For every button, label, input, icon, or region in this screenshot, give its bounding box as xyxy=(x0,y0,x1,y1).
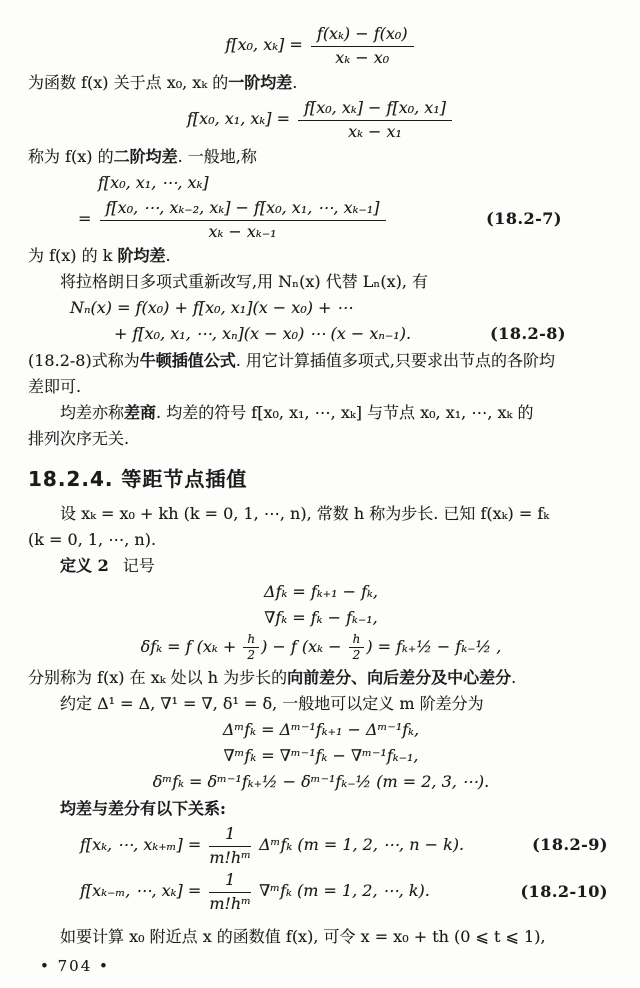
fraction-denominator: 2 xyxy=(352,648,361,663)
fraction-numerator: f[x₀, ⋯, xₖ₋₂, xₖ] − f[x₀, x₁, ⋯, xₖ₋₁] xyxy=(100,198,386,221)
fraction-denominator: xₖ − x₀ xyxy=(335,47,390,67)
para-newton-intro xyxy=(28,270,614,293)
text-run: 设 xₖ = x₀ + kh (k = 0, 1, ⋯, n), 常数 h 称为步长. 已知 f(xₖ) = fₖ xyxy=(60,504,550,524)
equation-rhs: ∇ᵐfₖ (m = 1, 2, ⋯, k). xyxy=(259,881,430,901)
equation-forward-difference: Δfₖ = fₖ₊₁ − fₖ, xyxy=(264,582,378,602)
equation-text: Nₙ(x) = f(x₀) + f[x₀, x₁](x − x₀) + ⋯ xyxy=(70,298,353,318)
equation-lhs: f[xₖ, ⋯, xₖ₊ₘ] = xyxy=(80,834,202,854)
bold-term: 二阶均差 xyxy=(113,146,178,166)
equation-backward-difference: ∇fₖ = fₖ − fₖ₋₁, xyxy=(264,608,378,628)
inline-fraction xyxy=(349,633,365,661)
equation-relation-forward xyxy=(80,824,614,867)
equation-central-difference xyxy=(28,633,614,661)
fraction xyxy=(209,870,251,913)
bold-term: 阶均差 xyxy=(117,246,166,266)
text-run: . 一般地,称 xyxy=(177,146,257,166)
equation-number: (18.2-8) xyxy=(490,324,566,344)
para-step-setup-cont xyxy=(28,528,614,551)
equation-text: ) − f (xₖ − xyxy=(261,637,347,657)
equation-k-order-line1 xyxy=(98,172,614,194)
fraction-denominator: xₖ − xₖ₋₁ xyxy=(208,221,277,241)
equals-sign: = xyxy=(78,208,92,228)
fraction xyxy=(209,824,251,867)
fraction-numerator: h xyxy=(349,633,365,648)
text-run: 均差亦称 xyxy=(60,403,125,423)
equation-second-order-divided-difference xyxy=(28,98,614,141)
equation-rhs: Δᵐfₖ (m = 1, 2, ⋯, n − k). xyxy=(259,834,465,854)
equation-lhs: f[x₀, xₖ] = xyxy=(225,34,303,54)
fraction-numerator: f[x₀, xₖ] − f[x₀, x₁] xyxy=(298,98,452,121)
bold-term: 向前差分、向后差分及中心差分 xyxy=(287,667,512,687)
text-run: . xyxy=(165,246,171,266)
page-number: • 704 • xyxy=(40,957,110,975)
para-convention xyxy=(28,692,614,715)
para-difference-names xyxy=(28,666,614,689)
fraction-denominator: xₖ − x₁ xyxy=(348,121,402,141)
text-run: 为函数 f(x) 关于点 x₀, xₖ 的 xyxy=(28,72,229,92)
text-run: 排列次序无关. xyxy=(28,429,130,449)
bold-term: 定义 2 xyxy=(60,556,109,576)
text-run: . 用它计算插值多项式,只要求出节点的各阶均 xyxy=(235,351,555,371)
text-run: 将拉格朗日多项式重新改写,用 Nₙ(x) 代替 Lₙ(x), 有 xyxy=(60,272,429,292)
para-step-setup xyxy=(28,502,614,525)
equation-lhs: f[xₖ₋ₘ, ⋯, xₖ] = xyxy=(80,881,202,901)
equation-first-order-divided-difference xyxy=(28,24,614,67)
equation-m-backward-difference: ∇ᵐfₖ = ∇ᵐ⁻¹fₖ − ∇ᵐ⁻¹fₖ₋₁, xyxy=(223,745,419,765)
text-run: 均差与差分有以下关系: xyxy=(60,798,226,818)
equation-number: (18.2-9) xyxy=(532,835,608,855)
para-compute-nearby xyxy=(28,925,614,948)
equation-relation-backward xyxy=(80,870,614,913)
equation-newton-line1 xyxy=(70,297,614,319)
bold-term: 一阶均差 xyxy=(228,72,293,92)
equation-number: (18.2-10) xyxy=(520,881,608,901)
bold-term: 牛顿插值公式 xyxy=(139,351,236,371)
text-run: 为 f(x) 的 k xyxy=(28,246,118,266)
text-run: . xyxy=(292,72,298,92)
fraction-denominator: m!hᵐ xyxy=(209,894,252,914)
fraction-denominator: m!hᵐ xyxy=(209,847,252,867)
equation-text: + f[x₀, x₁, ⋯, xₙ](x − x₀) ⋯ (x − xₙ₋₁). xyxy=(114,324,412,344)
equation-m-forward-difference: Δᵐfₖ = Δᵐ⁻¹fₖ₊₁ − Δᵐ⁻¹fₖ, xyxy=(222,719,420,739)
para-newton-name-cont xyxy=(28,375,614,398)
text-run: 分别称为 f(x) 在 xₖ 处以 h 为步长的 xyxy=(28,667,288,687)
equation-number: (18.2-7) xyxy=(486,209,562,229)
text-run: 约定 Δ¹ = Δ, ∇¹ = ∇, δ¹ = δ, 一般地可以定义 m 阶差分为 xyxy=(60,693,484,713)
text-run: 记号 xyxy=(122,556,155,576)
equation-k-order-line2 xyxy=(78,198,614,241)
text-run: 称为 f(x) 的 xyxy=(28,146,114,166)
para-newton-name xyxy=(28,349,614,372)
equation-text: δfₖ = f (xₖ + xyxy=(140,637,242,657)
fraction-numerator: 1 xyxy=(209,824,251,847)
fraction-numerator: h xyxy=(243,633,259,648)
para-difference-quotient-cont xyxy=(28,427,614,450)
bold-term: 差商 xyxy=(124,403,157,423)
text-run: . xyxy=(511,667,517,687)
para-difference-quotient xyxy=(28,401,614,424)
equation-lhs: f[x₀, x₁, xₖ] = xyxy=(187,108,290,128)
inline-fraction xyxy=(243,633,259,661)
text-run: (18.2-8)式称为 xyxy=(28,351,140,371)
fraction xyxy=(100,198,386,241)
text-run: (k = 0, 1, ⋯, n). xyxy=(28,530,157,550)
para-k-order-label xyxy=(28,244,614,267)
para-definition-2 xyxy=(28,554,614,577)
fraction-denominator: 2 xyxy=(247,648,256,663)
fraction xyxy=(311,24,414,67)
fraction-numerator: 1 xyxy=(209,870,251,893)
text-run: 差即可. xyxy=(28,377,82,397)
text-run: . 均差的符号 f[x₀, x₁, ⋯, xₖ] 与节点 x₀, x₁, ⋯, xₖ 的 xyxy=(156,403,534,423)
fraction-numerator: f(xₖ) − f(x₀) xyxy=(311,24,414,47)
section-heading: 18.2.4. 等距节点插值 xyxy=(28,467,248,492)
fraction xyxy=(298,98,452,141)
text-run: 如要计算 x₀ 附近点 x 的函数值 f(x), 可令 x = x₀ + th (0 ⩽ t ⩽ 1), xyxy=(60,927,546,947)
para-first-order-label xyxy=(28,71,614,94)
equation-m-central-difference: δᵐfₖ = δᵐ⁻¹fₖ₊½ − δᵐ⁻¹fₖ₋½ (m = 2, 3, ⋯). xyxy=(152,771,490,791)
para-relation-heading xyxy=(28,797,614,820)
equation-newton-line2 xyxy=(114,323,614,345)
equation-text: ) = fₖ₊½ − fₖ₋½ , xyxy=(366,637,502,657)
equation-text: f[x₀, x₁, ⋯, xₖ] xyxy=(98,172,209,192)
para-second-order-label xyxy=(28,145,614,168)
